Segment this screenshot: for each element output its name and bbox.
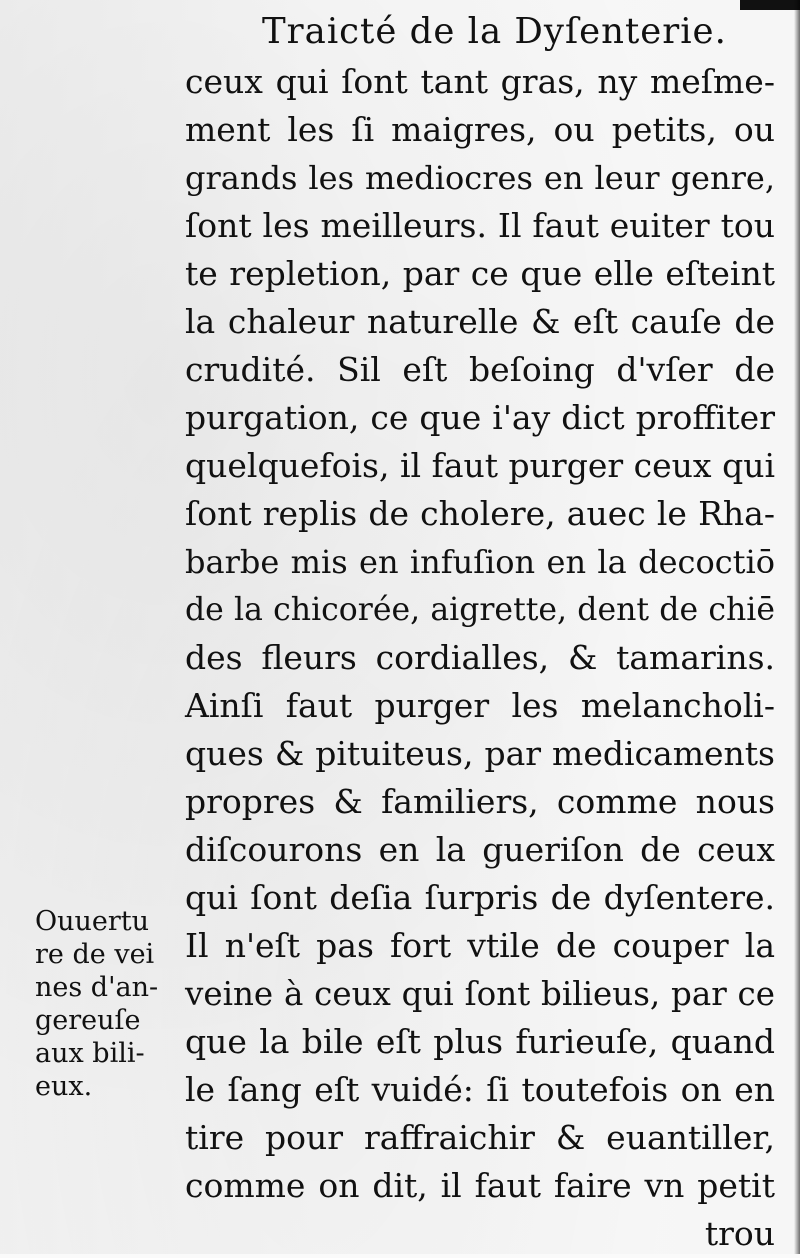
text-line: te repletion, par ce que elle eſteint <box>185 254 775 293</box>
text-line: ques & pituiteus, par medicaments <box>185 734 775 773</box>
text-line: ſont replis de cholere, auec le Rha- <box>185 494 775 533</box>
text-line: la chaleur naturelle & eſt cauſe de <box>185 302 775 341</box>
text-line: veine à ceux qui ſont bilieus, par ce <box>185 975 775 1013</box>
text-line: le ſang eſt vuidé: ſi toutefois on en <box>185 1070 775 1109</box>
text-line: ment les ſi maigres, ou petits, ou <box>185 110 775 149</box>
running-title: Traicté de la Dyſenterie. <box>262 11 727 52</box>
text-line: des fleurs cordialles, & tamarins. <box>185 638 775 677</box>
page-corner-shadow <box>740 0 800 10</box>
text-line: ceux qui ſont tant gras, ny meſme- <box>185 62 775 101</box>
marginal-note-line: Ouuertu <box>35 906 150 937</box>
text-line: comme on dit, il faut faire vn petit <box>185 1166 775 1205</box>
text-line: grands les mediocres en leur genre, <box>185 159 775 197</box>
main-text-block <box>185 58 775 1258</box>
text-line: barbe mis en infuſion en la decoctiō <box>185 543 775 581</box>
marginal-note-line: re de vei <box>35 939 155 970</box>
marginal-note-line: aux bili- <box>35 1038 145 1069</box>
text-line: quelquefois, il faut purger ceux qui <box>185 446 775 485</box>
text-line: ſont les meilleurs. Il faut euiter tou <box>185 206 775 245</box>
text-line: crudité. Sil eſt beſoing d'vſer de <box>185 350 775 389</box>
text-line: de la chicorée, aigrette, dent de chiē <box>185 592 775 628</box>
marginal-note <box>35 905 180 1103</box>
catchword: trou <box>704 1214 775 1253</box>
marginal-note-line: eux. <box>35 1071 93 1102</box>
text-line: Il n'eſt pas fort vtile de couper la <box>185 926 775 965</box>
text-line: purgation, ce que i'ay dict proffiter <box>185 398 775 437</box>
page-edge-shadow <box>794 0 800 1254</box>
marginal-note-line: gereuſe <box>35 1005 141 1036</box>
text-line: qui ſont deſia ſurpris de dyſentere. <box>185 878 775 917</box>
text-line: que la bile eſt plus furieuſe, quand <box>185 1022 775 1061</box>
text-line: Ainſi faut purger les melancholi- <box>185 686 775 725</box>
text-line: tire pour raffraichir & euantiller, <box>185 1118 775 1157</box>
text-line: diſcourons en la gueriſon de ceux <box>185 830 775 869</box>
text-line: propres & familiers, comme nous <box>185 782 775 821</box>
marginal-note-line: nes d'an- <box>35 972 159 1003</box>
